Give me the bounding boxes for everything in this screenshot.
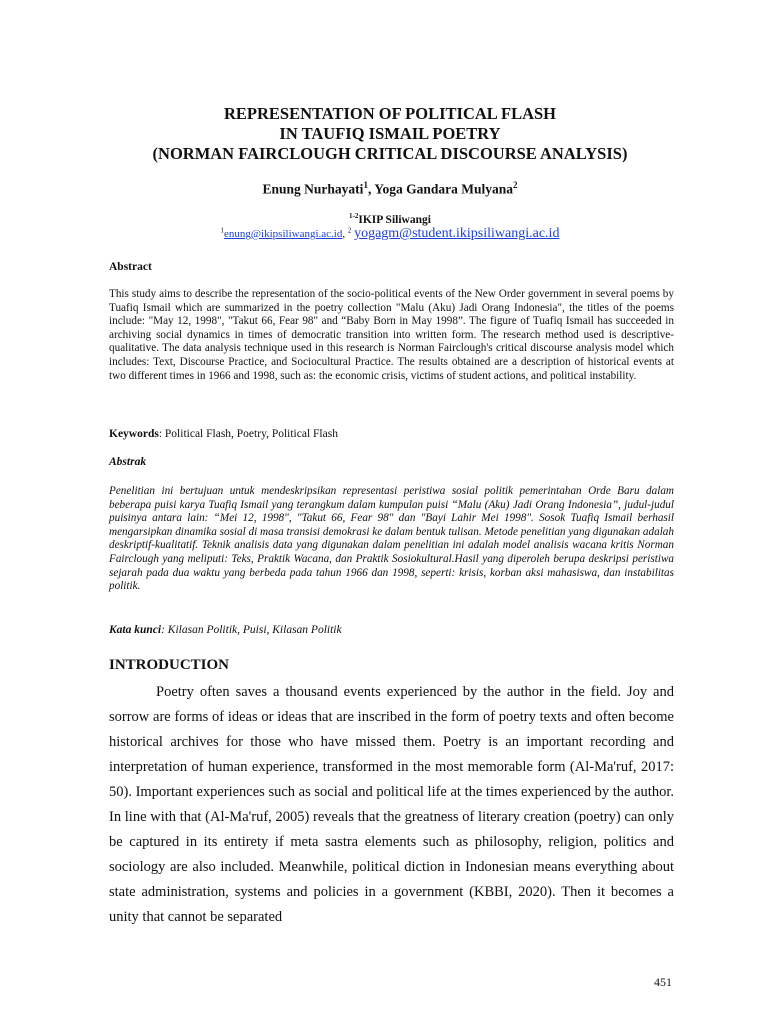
keywords-text: : Political Flash, Poetry, Political Flash (158, 428, 338, 440)
affiliation-mark: 1-2 (349, 212, 359, 220)
abstract-heading: Abstract (109, 261, 152, 273)
introduction-heading: INTRODUCTION (109, 657, 230, 673)
author-1-affil-mark: 1 (363, 180, 368, 190)
abstract-text: This study aims to describe the representation of the socio-political events of the New Order government in several poems by Tuafiq Ismail which are summarized in the poetry collection "Malu (Aku) Jadi Orang Indonesia", the titles of the poems include: "May 12, 1998", "Takut 66, Fear 98" and “Baby Born in May 1998”. The figure of Tuafiq Ismail has succeeded in archiving social dynamics in times of democratic transition into written form. The research method used is descriptive-qualitative. The data analysis technique used in this research is Norman Fairclough's critical discourse analysis model which includes: Text, Discourse Practice, and Sociocultural Practice. The results obtained are a description of historical events at two different times in 1966 and 1998, such as: the economic crisis, victims of student actions, and political instability. (109, 288, 674, 382)
affiliation (96, 212, 684, 226)
abstrak-text: Penelitian ini bertujuan untuk mendeskripsikan representasi peristiwa sosial politik pemerintahan Orde Baru dalam beberapa puisi karya Tuafiq Ismail yang terangkum dalam kumpulan puisi “Malu (Aku) Jadi Orang Indonesia”, judul-judul puisinya antara lain: “Mei 12, 1998", "Takut 66, Fear 98" dan "Bayi Lahir Mei 1998". Sosok Tuafiq Ismail berhasil mengarsipkan dinamika sosial di masa transisi demokrasi ke dalam bentuk tulisan. Metode penelitian yang digunakan adalah deskriptif-kualitatif. Teknik analisis data yang digunakan dalam penelitian ini adalah model analisis wacana kritis Norman Fairclough yang meliputi: Teks, Praktik Wacana, dan Praktik Sosiokultural.Hasil yang diperoleh berupa deskripsi peristiwa sejarah pada dua waktu yang berbeda pada tahun 1966 dan 1998, seperti: krisis, korban aksi mahasiswa, dan instabilitas politik. (109, 485, 674, 593)
title-line-2: IN TAUFIQ ISMAIL POETRY (279, 124, 501, 143)
email-line (96, 226, 684, 242)
keywords (109, 428, 338, 440)
kata-kunci (109, 624, 342, 636)
author-2-affil-mark: 2 (512, 180, 518, 190)
email-separator: , (342, 228, 348, 240)
email-2-mark: 2 (347, 226, 352, 235)
author-2: Yoga Gandara Mulyana (374, 181, 513, 197)
title-line-1: REPRESENTATION OF POLITICAL FLASH (223, 104, 557, 123)
affiliation-name: IKIP Siliwangi (358, 213, 431, 226)
email-1-link[interactable]: enung@ikipsiliwangi.ac.id (224, 228, 343, 240)
kata-kunci-label: Kata kunci (109, 624, 162, 636)
email-1-mark: 1 (220, 226, 225, 235)
paper-title (96, 104, 684, 164)
email-2-link[interactable]: yogagm@student.ikipsiliwangi.ac.id (354, 226, 560, 241)
author-1: Enung Nurhayati (262, 181, 364, 197)
introduction-text: Poetry often saves a thousand events experienced by the author in the field. Joy and sorrow are forms of ideas or ideas that are inscribed in the form of poetry texts and often become historical archives for those who have missed them. Poetry is an important recording and interpretation of human experience, transformed in the most memorable form (Al-Ma'ruf, 2017: 50). Important experiences such as social and political life at the times experienced by the author. In line with that (Al-Ma'ruf, 2005) reveals that the greatness of literary creation (poetry) can only be captured in its entirety if meta sastra elements such as philosophy, religion, politics and sociology are also included. Meanwhile, political diction in Indonesian means everything about state administration, systems and policies in a government (KBBI, 2020). Then it becomes a unity that cannot be separated (109, 684, 674, 925)
title-line-3: (NORMAN FAIRCLOUGH CRITICAL DISCOURSE ANALYSIS) (152, 144, 628, 163)
kata-kunci-text: : Kilasan Politik, Puisi, Kilasan Politik (161, 624, 342, 636)
page-number: 451 (654, 975, 672, 989)
keywords-label: Keywords (109, 428, 159, 440)
abstrak-heading: Abstrak (109, 456, 147, 468)
author-list (96, 180, 684, 198)
author-separator: , (367, 181, 375, 197)
